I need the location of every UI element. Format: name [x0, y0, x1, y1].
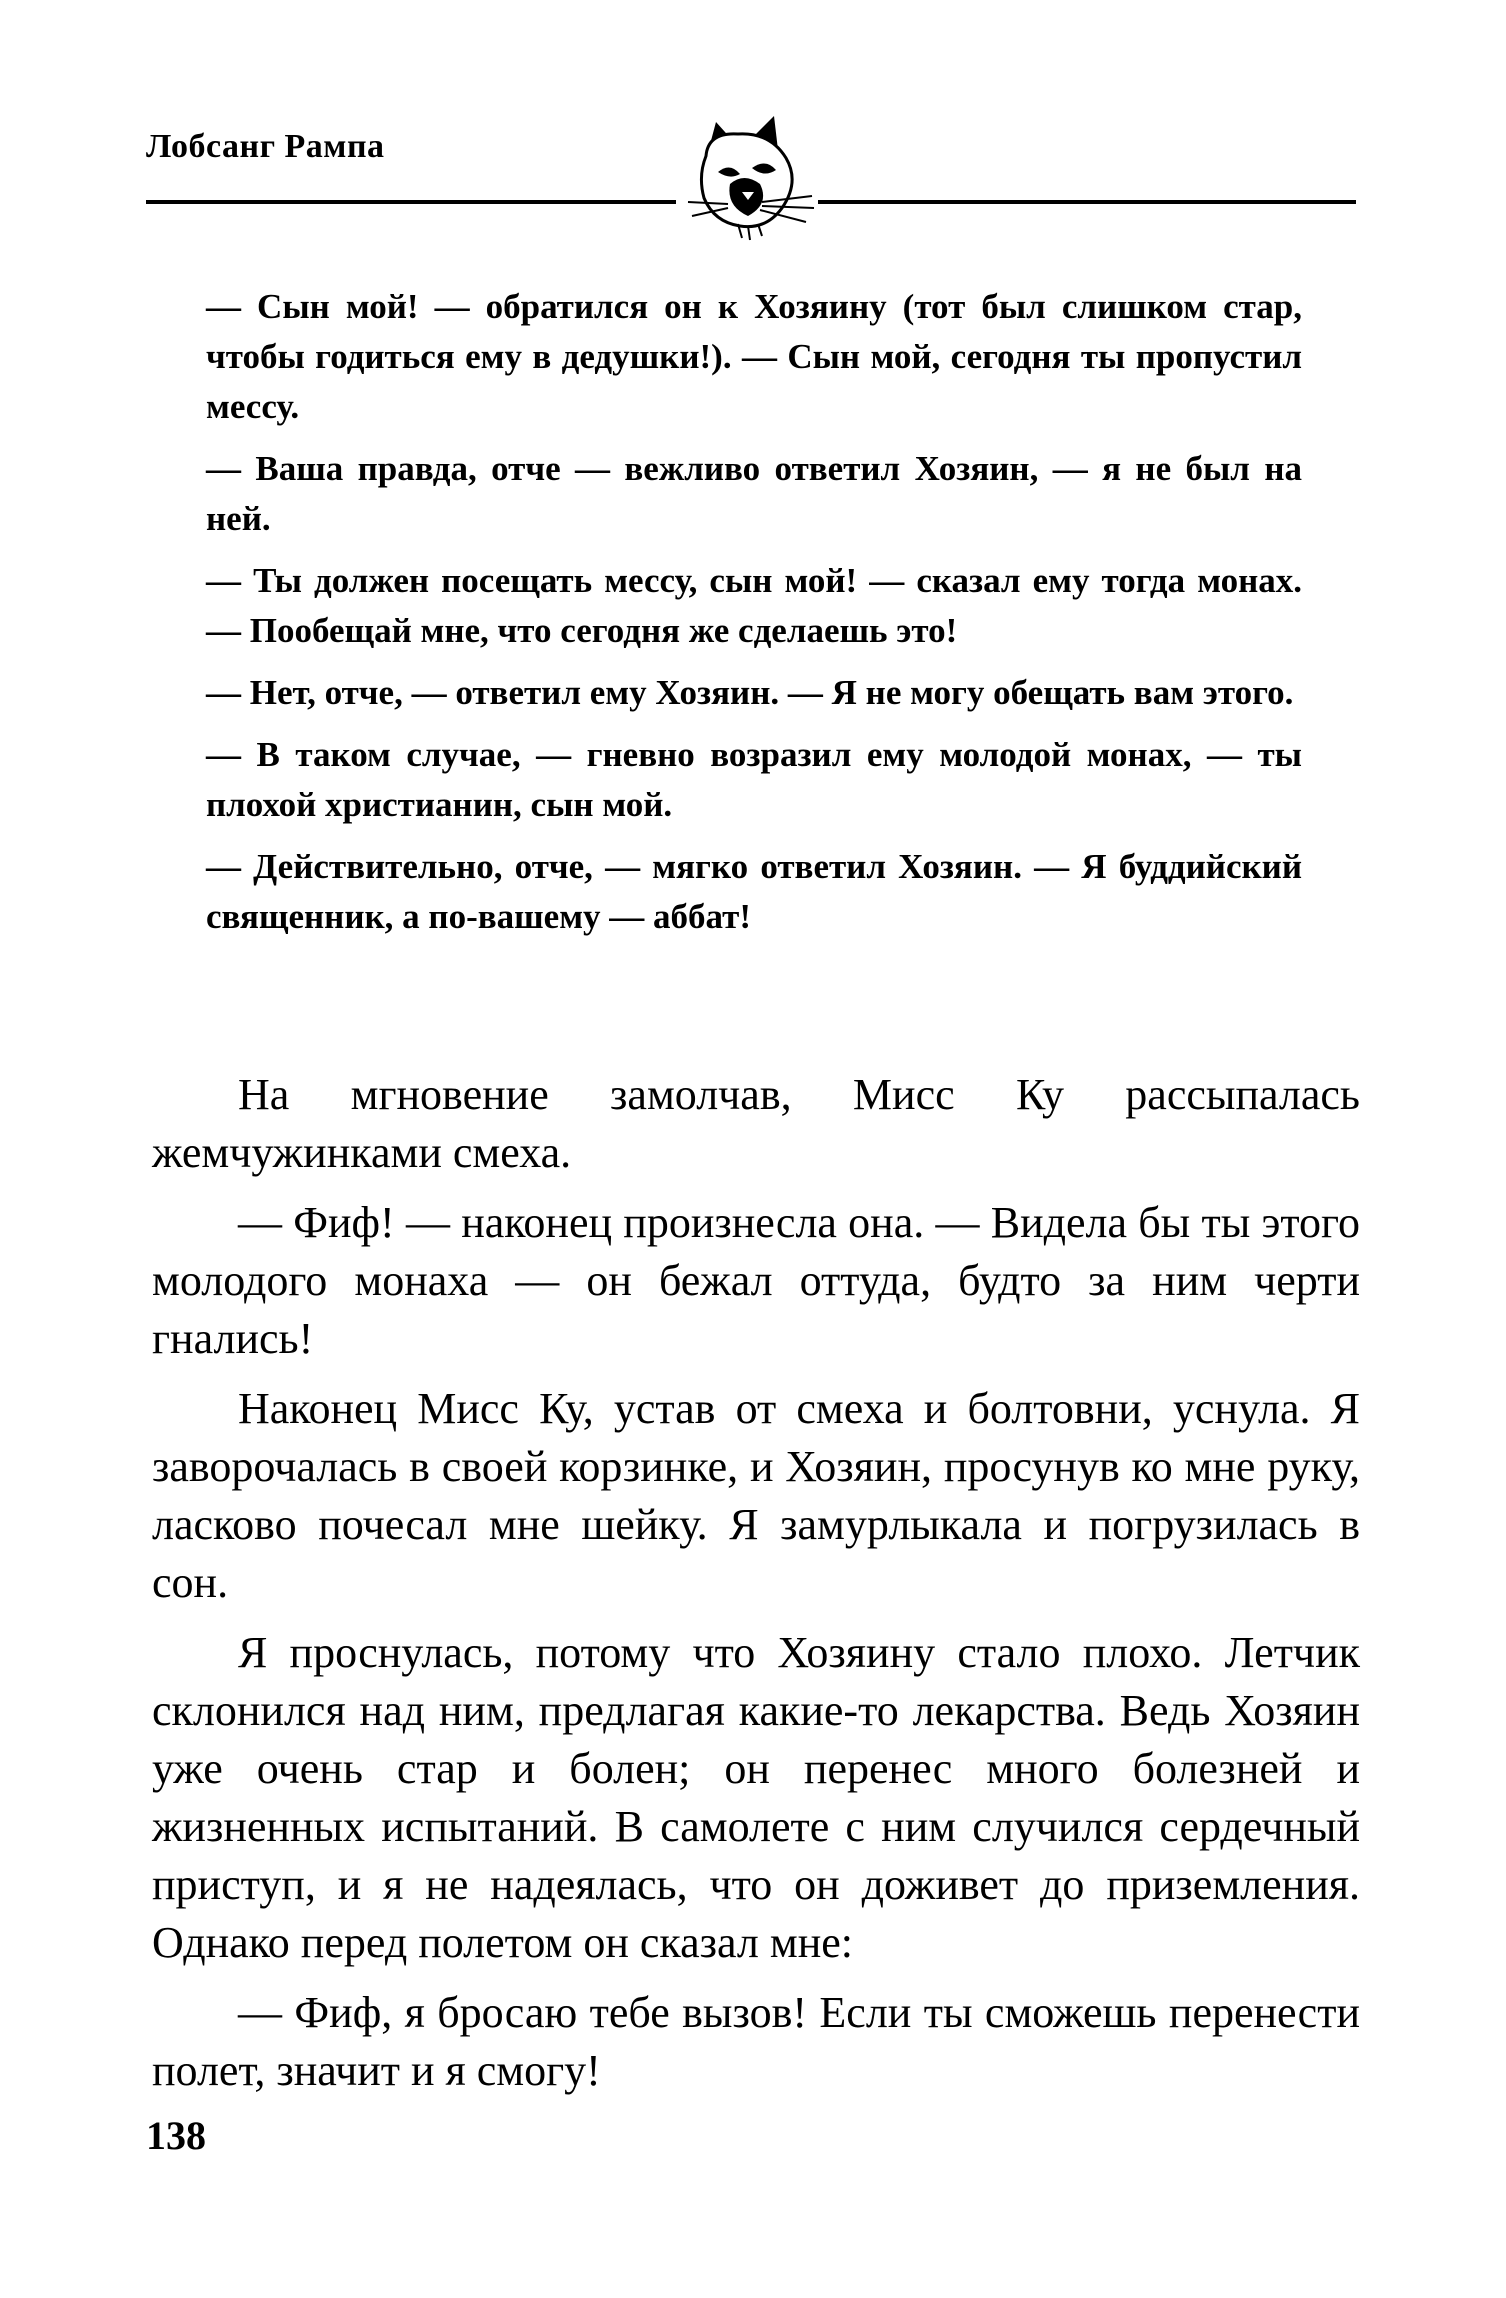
running-title: Лобсанг Рампа [146, 128, 385, 165]
quote-paragraph: — Нет, отче, — ответил ему Хозяин. — Я не могу обещать вам этого. [206, 673, 1294, 712]
body-paragraph: На мгновение замолчав, Мисс Ку рассыпалась жемчужинками смеха. [152, 1070, 1360, 1177]
quote-paragraph: — Ты должен посещать мессу, сын мой! — сказал ему тогда монах. — Пообещай мне, что сегодня же сделаешь это! [206, 561, 1302, 650]
body-paragraph: Наконец Мисс Ку, устав от смеха и болтовни, уснула. Я заворочалась в своей корзинке, и Хозяин, просунув ко мне руку, ласково почесал мне шейку. Я замурлыкала и погрузилась в сон. [152, 1384, 1360, 1607]
body-paragraph: Я проснулась, потому что Хозяину стало плохо. Летчик склонился над ним, предлагая какие-то лекарства. Ведь Хозяин уже очень стар и болен; он перенес много болезней и жизненных испытаний. В самолете с ним случился сердечный приступ, и я не надеялась, что он доживет до приземления. Однако перед полетом он сказал мне: [152, 1628, 1360, 1967]
header-rule-right [818, 200, 1356, 204]
page-number: 138 [146, 2113, 206, 2158]
dialogue-excerpt [206, 282, 1302, 954]
quote-paragraph: — В таком случае, — гневно возразил ему молодой монах, — ты плохой христианин, сын мой. [206, 735, 1302, 824]
quote-paragraph: — Сын мой! — обратился он к Хозяину (тот был слишком стар, чтобы годиться ему в дедушки!). — Сын мой, сегодня ты пропустил мессу. [206, 287, 1302, 426]
cat-head-icon [678, 112, 818, 242]
quote-paragraph: — Действительно, отче, — мягко ответил Хозяин. — Я буддийский священник, а по-вашему — аббат! [206, 847, 1302, 936]
quote-paragraph: — Ваша правда, отче — вежливо ответил Хозяин, — я не был на ней. [206, 449, 1302, 538]
body-text [152, 1066, 1360, 2112]
header-rule-left [146, 200, 676, 204]
body-paragraph: — Фиф, я бросаю тебе вызов! Если ты сможешь перенести полет, значит и я смогу! [152, 1988, 1360, 2095]
body-paragraph: — Фиф! — наконец произнесла она. — Видела бы ты этого молодого монаха — он бежал оттуда, будто за ним черти гнались! [152, 1198, 1360, 1363]
